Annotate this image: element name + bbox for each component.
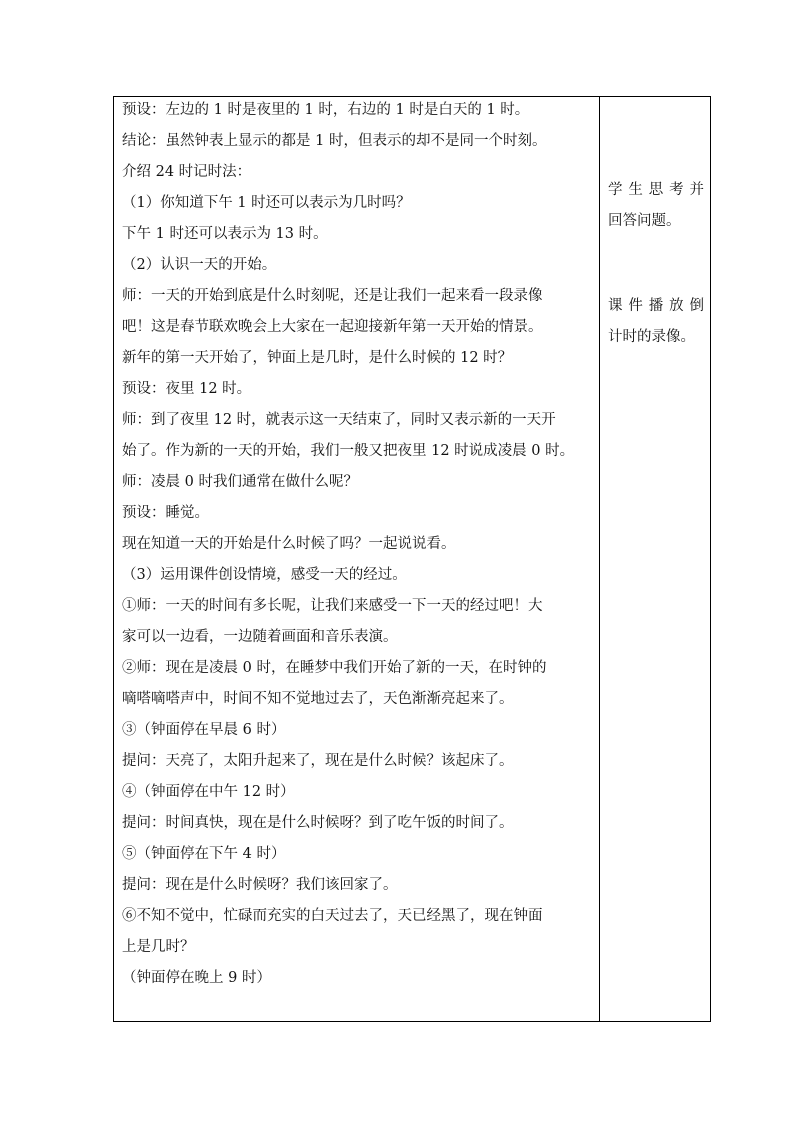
text-line: （2）认识一天的开始。 [122,257,277,273]
side-note-line: 学生思考并 [608,182,704,198]
student-activity-cell [600,97,711,1022]
text-line: ④（钟面停在中午 12 时） [122,784,295,800]
text-line: 新年的第一天开始了，钟面上是几时，是什么时候的 12 时？ [122,350,513,366]
text-line: 预设：左边的 1 时是夜里的 1 时，右边的 1 时是白天的 1 时。 [122,102,530,118]
lesson-plan-table [113,96,711,1022]
table-row [114,97,711,1022]
text-line: （钟面停在晚上 9 时） [122,970,271,986]
text-line: 提问：天亮了，太阳升起来了，现在是什么时候？该起床了。 [122,753,514,769]
side-note-line: 回答问题。 [608,213,681,229]
text-line: 预设：睡觉。 [122,505,209,521]
text-line: 提问：时间真快，现在是什么时候呀？到了吃午饭的时间了。 [122,815,514,831]
text-line: 家可以一边看，一边随着画面和音乐表演。 [122,629,398,645]
text-line: 师：凌晨 0 时我们通常在做什么呢？ [122,474,358,490]
side-note [600,291,710,353]
side-note-line: 计时的录像。 [608,329,695,345]
text-line: 介绍 24 时记时法： [122,164,252,180]
text-line: （3）运用课件创设情境，感受一天的经过。 [122,567,407,583]
text-line: 嘀嗒嘀嗒声中，时间不知不觉地过去了，天色渐渐亮起来了。 [122,691,514,707]
text-line: ⑥不知不觉中，忙碌而充实的白天过去了，天已经黑了，现在钟面 [122,908,543,924]
text-line: 吧！这是春节联欢晚会上大家在一起迎接新年第一天开始的情景。 [122,319,543,335]
text-line: ③（钟面停在早晨 6 时） [122,722,286,738]
text-line: 下午 1 时还可以表示为 13 时。 [122,226,328,242]
text-line: ①师：一天的时间有多长呢，让我们来感受一下一天的经过吧！大 [122,598,543,614]
text-line: （1）你知道下午 1 时还可以表示为几时吗？ [122,195,411,211]
text-line: 始了。作为新的一天的开始，我们一般又把夜里 12 时说成凌晨 0 时。 [122,443,575,459]
text-line: 结论：虽然钟表上显示的都是 1 时，但表示的却不是同一个时刻。 [122,133,547,149]
text-line: 师：到了夜里 12 时，就表示这一天结束了，同时又表示新的一天开 [122,412,556,428]
teaching-process-cell [114,97,600,1022]
teaching-process-text [114,97,599,996]
side-note-line: 课件播放倒 [608,298,704,314]
text-line: ⑤（钟面停在下午 4 时） [122,846,286,862]
text-line: ②师：现在是凌晨 0 时，在睡梦中我们开始了新的一天，在时钟的 [122,660,547,676]
text-line: 上是几时？ [122,939,195,955]
text-line: 预设：夜里 12 时。 [122,381,252,397]
side-note [600,175,710,237]
text-line: 提问：现在是什么时候呀？我们该回家了。 [122,877,398,893]
text-line: 师：一天的开始到底是什么时刻呢，还是让我们一起来看一段录像 [122,288,543,304]
text-line: 现在知道一天的开始是什么时候了吗？一起说说看。 [122,536,456,552]
